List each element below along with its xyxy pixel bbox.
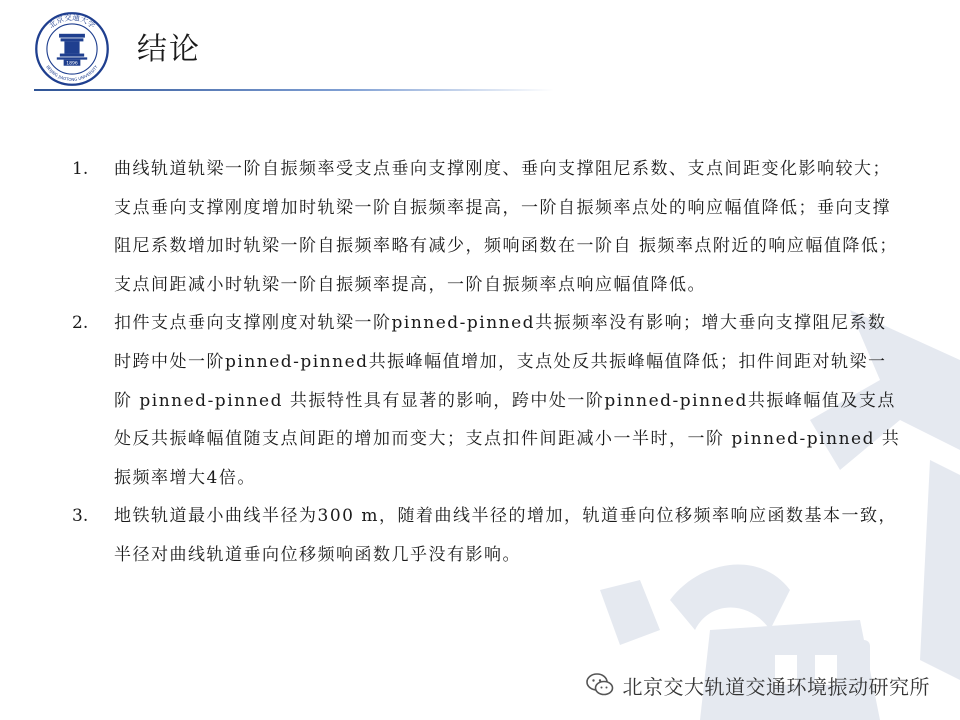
- university-logo: [34, 11, 110, 87]
- wechat-watermark: [585, 670, 931, 700]
- list-item: [72, 497, 902, 574]
- logo-year: 1896: [66, 61, 78, 67]
- logo-top-text: 北京交通大学: [47, 12, 97, 31]
- list-item-number: 3.: [72, 506, 89, 527]
- footer-source-text: 北京交大轨道交通环境振动研究所: [622, 674, 930, 699]
- logo-bottom-text: BEIJING JIAOTONG UNIVERSITY: [45, 64, 99, 82]
- list-item-number: 2.: [72, 313, 89, 334]
- header-divider: [34, 89, 554, 91]
- wechat-icon: [585, 670, 615, 700]
- list-item-text: 地铁轨道最小曲线半径为300 m，随着曲线半径的增加，轨道垂向位移频率响应函数基本一致，半径对曲线轨道垂向位移频响函数几乎没有影响。: [114, 506, 897, 565]
- list-item: [72, 304, 902, 497]
- list-item: [72, 150, 902, 304]
- conclusion-list: [72, 150, 902, 575]
- list-item-number: 1.: [72, 159, 89, 179]
- slide-title: 结论: [137, 32, 201, 67]
- list-item-text: 曲线轨道轨梁一阶自振频率受支点垂向支撑刚度、垂向支撑阻尼系数、支点间距变化影响较大；支点垂向支撑刚度增加时轨梁一阶自振频率提高，一阶自振频率点处的响应幅值降低；垂向支撑阻尼系数增加时轨梁一阶自振频率略有减少，频响函数在一阶自 振频率点附近的响应幅值降低；支点间距减小时轨梁一阶自振频率提高，一阶自振频率点响应幅值降低。: [114, 159, 898, 295]
- list-item-text: 扣件支点垂向支撑刚度对轨梁一阶pinned-pinned共振频率没有影响；增大垂向支撑阻尼系数时跨中处一阶pinned-pinned共振峰幅值增加，支点处反共振峰幅值降低；扣件间距对轨梁一阶 pinned-pinned 共振特性具有显著的影响，跨中处一阶pinned-pinned共振峰幅值及支点处反共振峰幅值随支点间距的增加而变大；支点扣件间距减小一半时，一阶 pinned-pinned 共振频率增大4倍。: [114, 313, 901, 488]
